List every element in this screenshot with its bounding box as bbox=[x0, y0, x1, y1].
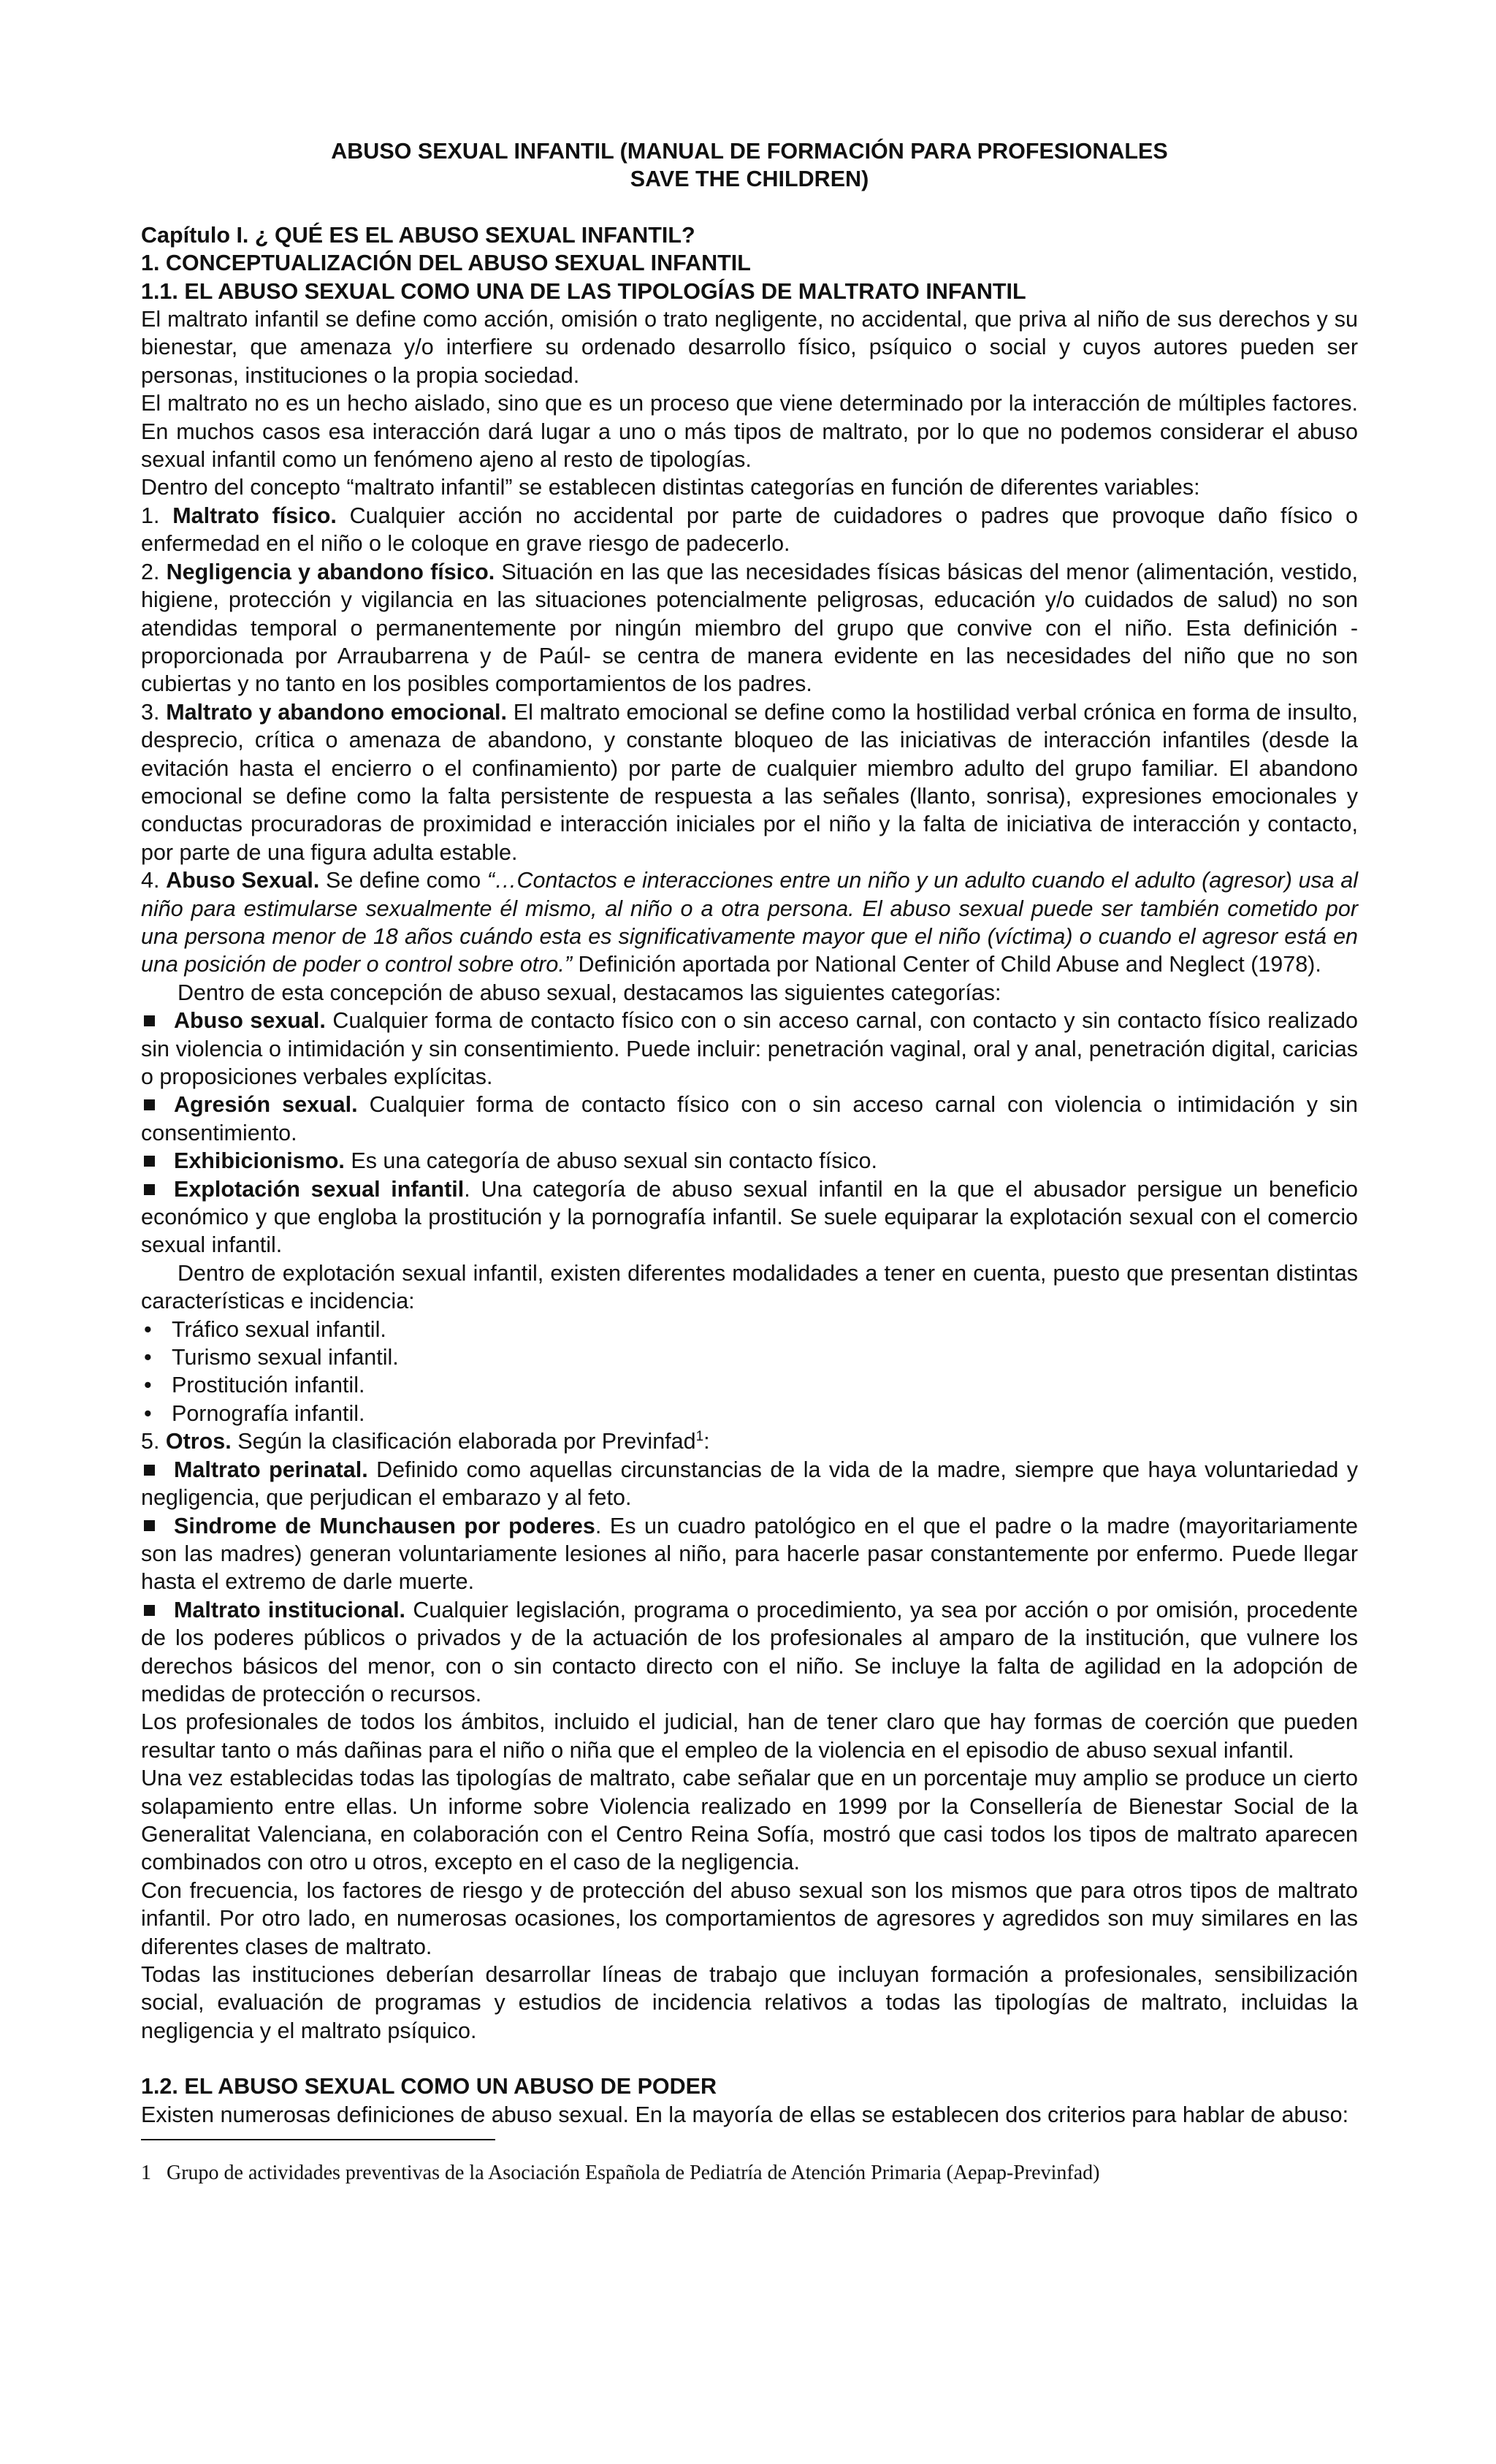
footnote-reference[interactable]: 1 bbox=[695, 1429, 704, 1445]
title-line-1: ABUSO SEXUAL INFANTIL (MANUAL DE FORMACIÓN PARA PROFESIONALES bbox=[331, 139, 1168, 164]
category-text: Situación en las que las necesidades físicas básicas del menor (alimentación, vestido, higiene, protección y vigilancia en las situaciones potencialmente peligrosas, educación y/o cuidados de salud) no son atendidas temporal o permanentemente por ningún miembro del grupo que convive con el niño. Esta definición -proporcionada por Arraubarrena y de Paúl- se centra de manera evidente en las necesidades del niño que no son cubiertas y no tanto en los posibles comportamientos de los padres. bbox=[141, 559, 1359, 697]
paragraph: Dentro del concepto “maltrato infantil” se establecen distintas categorías en función de diferentes variables: bbox=[141, 475, 1200, 500]
category-number: 4. bbox=[141, 868, 160, 893]
list-item: • Tráfico sexual infantil. bbox=[141, 1316, 1358, 1343]
category-quote: “…Contactos e interacciones entre un niño y un adulto cuando el adulto (agresor) usa al niño para estimularse sexualmente él mismo, al niño o a otra persona. El abuso sexual puede ser también cometido por una persona menor de 18 años cuándo esta es significativamente mayor que el niño (víctima) o cuando el agresor está en una posición de poder o control sobre otro.” bbox=[141, 868, 1359, 977]
subcategory-term: Explotación sexual infantil bbox=[174, 1176, 465, 1202]
subcategory-explotacion-sexual bbox=[141, 1175, 1358, 1259]
category-number: 5. bbox=[141, 1429, 160, 1454]
square-bullet-icon bbox=[144, 1156, 155, 1167]
square-bullet-icon bbox=[144, 1015, 155, 1026]
category-text: El maltrato emocional se define como la hostilidad verbal crónica en forma de insulto, desprecio, crítica o amenaza de abandono, y constante bloqueo de las iniciativas de interacción infantiles (desde la evitación hasta el encierro o el confinamiento) por parte de cualquier miembro adulto del grupo familiar. El abandono emocional se define como la falta persistente de respuesta a las señales (llanto, sonrisa), expresiones emocionales y conductas procuradoras de proximidad e interacción iniciales por el niño y la falta de iniciativa de interacción y contacto, por parte de una figura adulta estable. bbox=[141, 699, 1358, 865]
category-term: Negligencia y abandono físico. bbox=[166, 559, 495, 584]
chapter-heading: Capítulo I. ¿ QUÉ ES EL ABUSO SEXUAL INFANTIL? bbox=[141, 222, 695, 248]
square-bullet-icon bbox=[144, 1465, 155, 1476]
paragraph: Existen numerosas definiciones de abuso sexual. En la mayoría de ellas se establecen dos criterios para hablar de abuso: bbox=[141, 2102, 1349, 2127]
category-term: Abuso Sexual. bbox=[166, 868, 320, 893]
category-text: Se define como bbox=[319, 868, 487, 893]
subcategory-text: Definido como aquellas circunstancias de la vida de la madre, siempre que haya voluntariedad y negligencia, que perjudican el embarazo y al feto. bbox=[141, 1457, 1358, 1511]
category-maltrato-emocional bbox=[141, 698, 1358, 866]
subcategory-exhibicionismo bbox=[141, 1147, 1358, 1175]
footnote-text: Grupo de actividades preventivas de la Asociación Española de Pediatría de Atención Primaria (Aepap-Previnfad) bbox=[167, 2162, 1100, 2185]
category-text: Cualquier acción no accidental por parte de cuidadores o padres que provoque daño físico o enfermedad en el niño o le coloque en grave riesgo de padecerlo. bbox=[141, 503, 1358, 557]
paragraph: El maltrato no es un hecho aislado, sino que es un proceso que viene determinado por la interacción de múltiples factores. En muchos casos esa interacción dará lugar a uno o más tipos de maltrato, por lo que no podemos considerar el abuso sexual infantil como un fenómeno ajeno al resto de tipologías. bbox=[141, 391, 1358, 473]
paragraph: Una vez establecidas todas las tipologías de maltrato, cabe señalar que en un porcentaje muy amplio se produce un cierto solapamiento entre ellas. Un informe sobre Violencia realizado en 1999 por la Consellería de Bienestar Social de la Generalitat Valenciana, en colaboración con el Centro Reina Sofía, mostró que casi todos los tipos de maltrato aparecen combinados con otro u otros, excepto en el caso de la negligencia. bbox=[141, 1766, 1358, 1875]
spacer bbox=[141, 2045, 1358, 2072]
square-bullet-icon bbox=[144, 1099, 155, 1110]
subcategory-term: Exhibicionismo. bbox=[174, 1148, 345, 1174]
category-term: Maltrato y abandono emocional. bbox=[166, 699, 508, 725]
list-item: • Pornografía infantil. bbox=[141, 1400, 1358, 1427]
subcategory-agresion-sexual bbox=[141, 1091, 1358, 1147]
category-text-end: : bbox=[703, 1429, 710, 1454]
subcategory-maltrato-perinatal bbox=[141, 1456, 1358, 1512]
section-1-2-heading: 1.2. EL ABUSO SEXUAL COMO UN ABUSO DE PODER bbox=[141, 2074, 717, 2099]
section-1-heading: 1. CONCEPTUALIZACIÓN DEL ABUSO SEXUAL INFANTIL bbox=[141, 251, 751, 276]
subcategory-text: Cualquier forma de contacto físico con o sin acceso carnal, con contacto y sin contacto físico realizado sin violencia o intimidación y sin consentimiento. Puede incluir: penetración vaginal, oral y anal, penetración digital, caricias o proposiciones verbales explícitas. bbox=[141, 1008, 1358, 1089]
category-number: 1. bbox=[141, 503, 160, 528]
subcategory-munchausen bbox=[141, 1512, 1358, 1596]
subcategory-text: . Una categoría de abuso sexual infantil en la que el abusador persigue un beneficio económico y que engloba la prostitución y la pornografía infantil. Se suele equiparar la explotación sexual con el comercio sexual infantil. bbox=[141, 1176, 1358, 1258]
category-abuso-sexual bbox=[141, 866, 1358, 979]
subcategory-term: Sindrome de Munchausen por poderes bbox=[174, 1513, 595, 1538]
subcategory-text: Cualquier legislación, programa o procedimiento, ya sea por acción o por omisión, procedente de los poderes públicos o privados y de la actuación de los profesionales al amparo de la institución, que vulnere los derechos básicos del menor, con o sin contacto directo con el niño. Se incluye la falta de agilidad en la adopción de medidas de protección o recursos. bbox=[141, 1597, 1358, 1706]
paragraph: Dentro de explotación sexual infantil, existen diferentes modalidades a tener en cuenta, puesto que presentan distintas características e incidencia: bbox=[141, 1260, 1358, 1314]
square-bullet-icon bbox=[144, 1184, 155, 1195]
square-bullet-icon bbox=[144, 1520, 155, 1531]
title-line-2: SAVE THE CHILDREN) bbox=[630, 167, 869, 192]
category-source: Definición aportada por National Center of Child Abuse and Neglect (1978). bbox=[572, 952, 1321, 977]
footnote-number: 1 bbox=[141, 2162, 151, 2185]
footnote bbox=[141, 2161, 1358, 2186]
category-negligencia bbox=[141, 558, 1358, 698]
subcategory-text: Es una categoría de abuso sexual sin contacto físico. bbox=[344, 1148, 877, 1174]
section-1-1-heading: 1.1. EL ABUSO SEXUAL COMO UNA DE LAS TIPOLOGÍAS DE MALTRATO INFANTIL bbox=[141, 278, 1026, 304]
footnote-separator bbox=[141, 2139, 495, 2140]
category-otros bbox=[141, 1427, 1358, 1455]
category-number: 3. bbox=[141, 699, 160, 725]
category-text: Según la clasificación elaborada por Previnfad bbox=[231, 1429, 696, 1454]
category-term: Maltrato físico. bbox=[172, 503, 337, 528]
category-term: Otros. bbox=[165, 1429, 232, 1454]
list-item: • Prostitución infantil. bbox=[141, 1371, 1358, 1399]
paragraph: El maltrato infantil se define como acción, omisión o trato negligente, no accidental, que priva al niño de sus derechos y su bienestar, que amenaza y/o interfiere su ordenado desarrollo físico, psíquico o social y cuyos autores pueden ser personas, instituciones o la propia sociedad. bbox=[141, 307, 1358, 388]
subcategory-term: Abuso sexual. bbox=[174, 1008, 326, 1034]
paragraph: Los profesionales de todos los ámbitos, incluido el judicial, han de tener claro que hay formas de coerción que pueden resultar tanto o más dañinas para el niño o niña que el empleo de la violencia en el episodio de abuso sexual infantil. bbox=[141, 1709, 1358, 1763]
category-maltrato-fisico bbox=[141, 502, 1358, 558]
subcategory-text: Cualquier forma de contacto físico con o sin acceso carnal con violencia o intimidación y sin consentimiento. bbox=[141, 1092, 1358, 1145]
list-item: • Turismo sexual infantil. bbox=[141, 1343, 1358, 1371]
document-page bbox=[141, 137, 1358, 2186]
subcategory-term: Agresión sexual. bbox=[174, 1092, 358, 1118]
subcategory-text: . Es un cuadro patológico en el que el padre o la madre (mayoritariamente son las madres) generan voluntariamente lesiones al niño, para hacerle pasar constantemente por enfermo. Puede llegar hasta el extremo de darle muerte. bbox=[141, 1513, 1359, 1595]
subcategory-term: Maltrato perinatal. bbox=[174, 1457, 368, 1482]
subcategory-maltrato-institucional bbox=[141, 1596, 1358, 1709]
document-title bbox=[141, 137, 1358, 194]
square-bullet-icon bbox=[144, 1605, 155, 1616]
paragraph: Con frecuencia, los factores de riesgo y de protección del abuso sexual son los mismos que para otros tipos de maltrato infantil. Por otro lado, en numerosas ocasiones, los comportamientos de agresores y agredidos son muy similares en las diferentes clases de maltrato. bbox=[141, 1877, 1358, 1959]
subcategory-abuso-sexual bbox=[141, 1007, 1358, 1091]
subcategory-term: Maltrato institucional. bbox=[174, 1597, 406, 1622]
paragraph: Todas las instituciones deberían desarrollar líneas de trabajo que incluyan formación a profesionales, sensibilización social, evaluación de programas y estudios de incidencia relativos a todas las tipologías de maltrato, incluidas la negligencia y el maltrato psíquico. bbox=[141, 1962, 1358, 2043]
category-number: 2. bbox=[141, 559, 160, 584]
paragraph: Dentro de esta concepción de abuso sexual, destacamos las siguientes categorías: bbox=[178, 980, 1001, 1005]
